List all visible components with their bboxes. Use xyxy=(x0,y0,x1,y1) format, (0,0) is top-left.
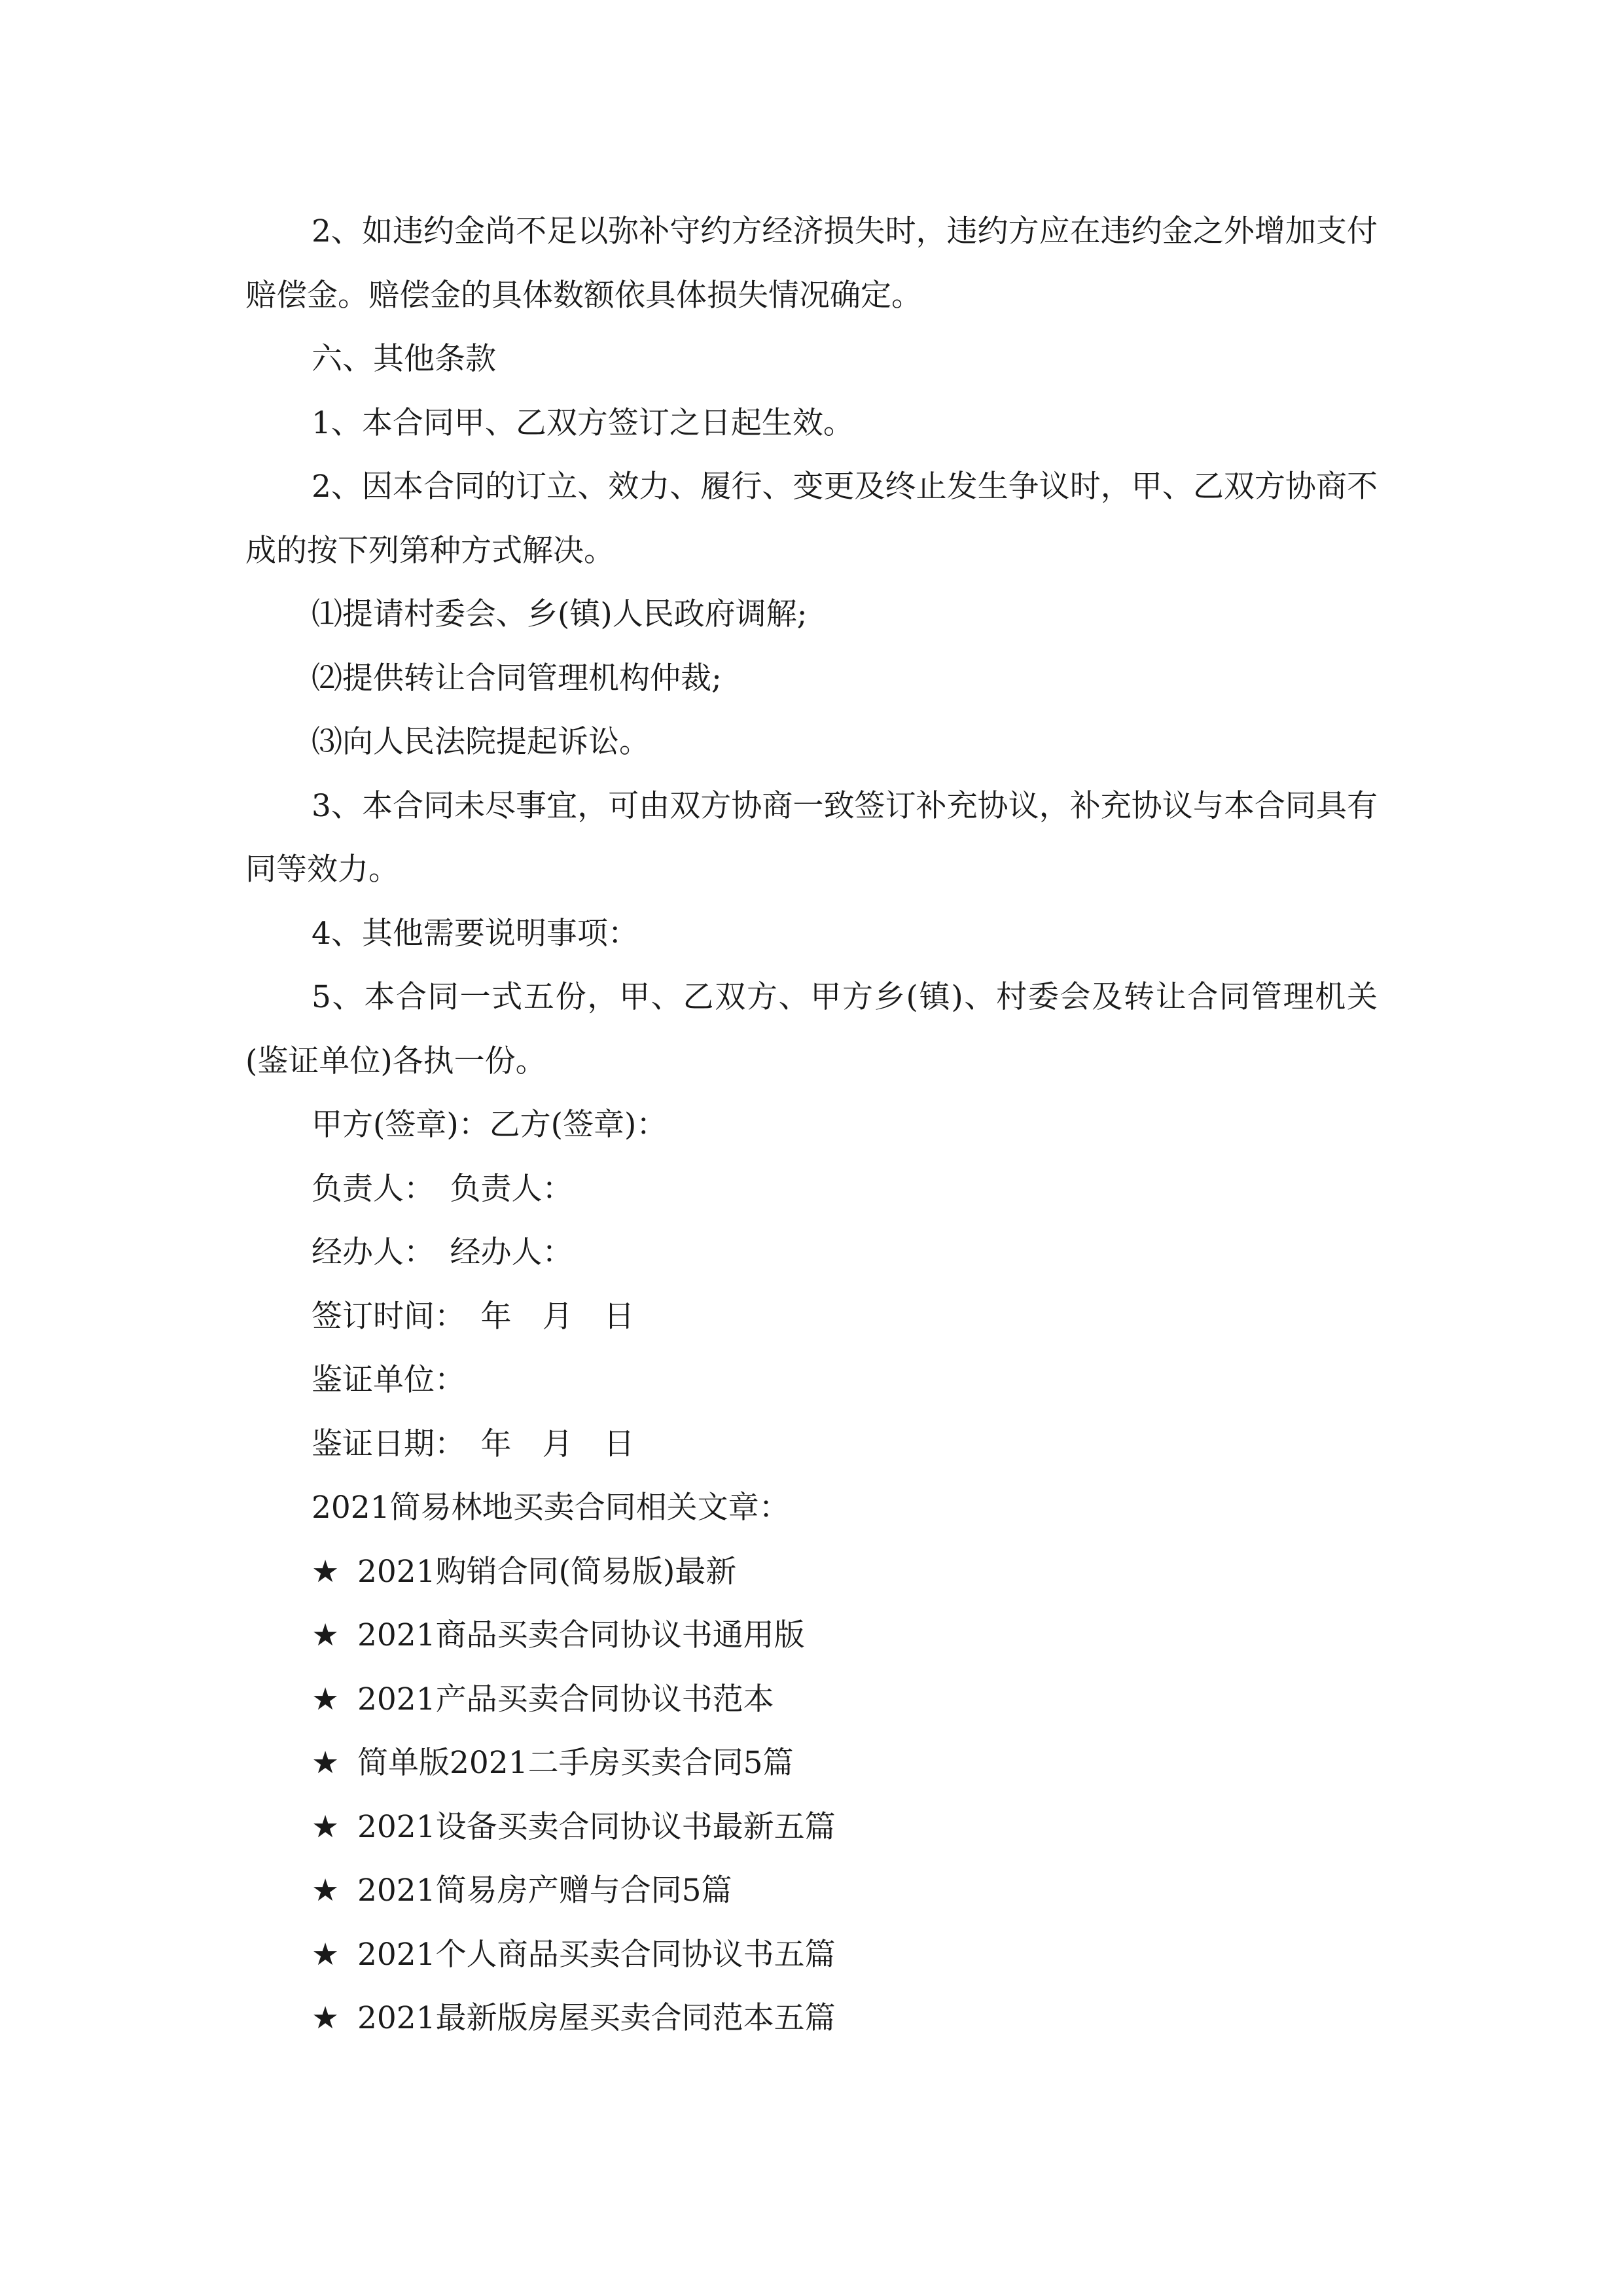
section-heading-other-terms: 六、其他条款 xyxy=(312,341,496,377)
related-article-title: 2021商品买卖合同协议书通用版 xyxy=(357,1617,805,1653)
signature-responsible: 负责人： 负责人： xyxy=(312,1170,573,1207)
signing-date: 签订时间： 年 月 日 xyxy=(312,1298,635,1335)
related-article-title: 2021设备买卖合同协议书最新五篇 xyxy=(357,1808,836,1845)
related-article-link[interactable] xyxy=(245,1540,1378,1604)
related-articles-list xyxy=(245,1540,1378,2051)
paragraph-option-3: ⑶向人民法院提起诉讼。 xyxy=(312,724,650,760)
related-article-title: 2021个人商品买卖合同协议书五篇 xyxy=(357,1936,836,1973)
star-icon: ★ xyxy=(312,1553,340,1590)
related-article-title: 2021产品买卖合同协议书范本 xyxy=(357,1681,774,1717)
star-icon: ★ xyxy=(312,2000,340,2036)
paragraph-option-2: ⑵提供转让合同管理机构仲裁; xyxy=(312,660,722,696)
related-article-link[interactable] xyxy=(245,1859,1378,1923)
star-icon: ★ xyxy=(312,1745,340,1781)
star-icon: ★ xyxy=(312,1681,340,1717)
document-body xyxy=(245,200,1378,2051)
paragraph-compensation: 2、如违约金尚不足以弥补守约方经济损失时，违约方应在违约金之外增加支付赔偿金。赔偿金的具体数额依具体损失情况确定。 xyxy=(245,213,1378,314)
paragraph-dispute: 2、因本合同的订立、效力、履行、变更及终止发生争议时，甲、乙双方协商不成的按下列第种方式解决。 xyxy=(245,469,1378,569)
paragraph-effective: 1、本合同甲、乙双方签订之日起生效。 xyxy=(312,404,854,441)
signature-handler: 经办人： 经办人： xyxy=(312,1234,573,1270)
related-articles-heading: 2021简易林地买卖合同相关文章： xyxy=(312,1490,790,1526)
star-icon: ★ xyxy=(312,1617,340,1653)
paragraph-option-1: ⑴提请村委会、乡(镇)人民政府调解; xyxy=(312,596,808,632)
star-icon: ★ xyxy=(312,1873,340,1909)
related-article-link[interactable] xyxy=(245,1986,1378,2051)
paragraph-supplement: 3、本合同未尽事宜，可由双方协商一致签订补充协议，补充协议与本合同具有同等效力。 xyxy=(245,787,1378,888)
paragraph-other-items: 4、其他需要说明事项： xyxy=(312,915,639,952)
star-icon: ★ xyxy=(312,1808,340,1845)
signature-parties: 甲方(签章)：乙方(签章)： xyxy=(312,1107,668,1143)
verification-unit: 鉴证单位： xyxy=(312,1362,465,1398)
related-article-link[interactable] xyxy=(245,1795,1378,1859)
star-icon: ★ xyxy=(312,1936,340,1973)
paragraph-copies: 5、本合同一式五份，甲、乙双方、甲方乡(镇)、村委会及转让合同管理机关(鉴证单位)各执一份。 xyxy=(245,979,1378,1079)
related-article-link[interactable] xyxy=(245,1668,1378,1732)
related-article-title: 简单版2021二手房买卖合同5篇 xyxy=(357,1745,794,1781)
related-article-link[interactable] xyxy=(245,1731,1378,1795)
related-article-link[interactable] xyxy=(245,1604,1378,1668)
related-article-title: 2021简易房产赠与合同5篇 xyxy=(357,1873,732,1909)
related-article-title: 2021最新版房屋买卖合同范本五篇 xyxy=(357,2000,836,2036)
related-article-link[interactable] xyxy=(245,1923,1378,1987)
related-article-title: 2021购销合同(简易版)最新 xyxy=(357,1553,737,1590)
verification-date: 鉴证日期： 年 月 日 xyxy=(312,1426,635,1462)
